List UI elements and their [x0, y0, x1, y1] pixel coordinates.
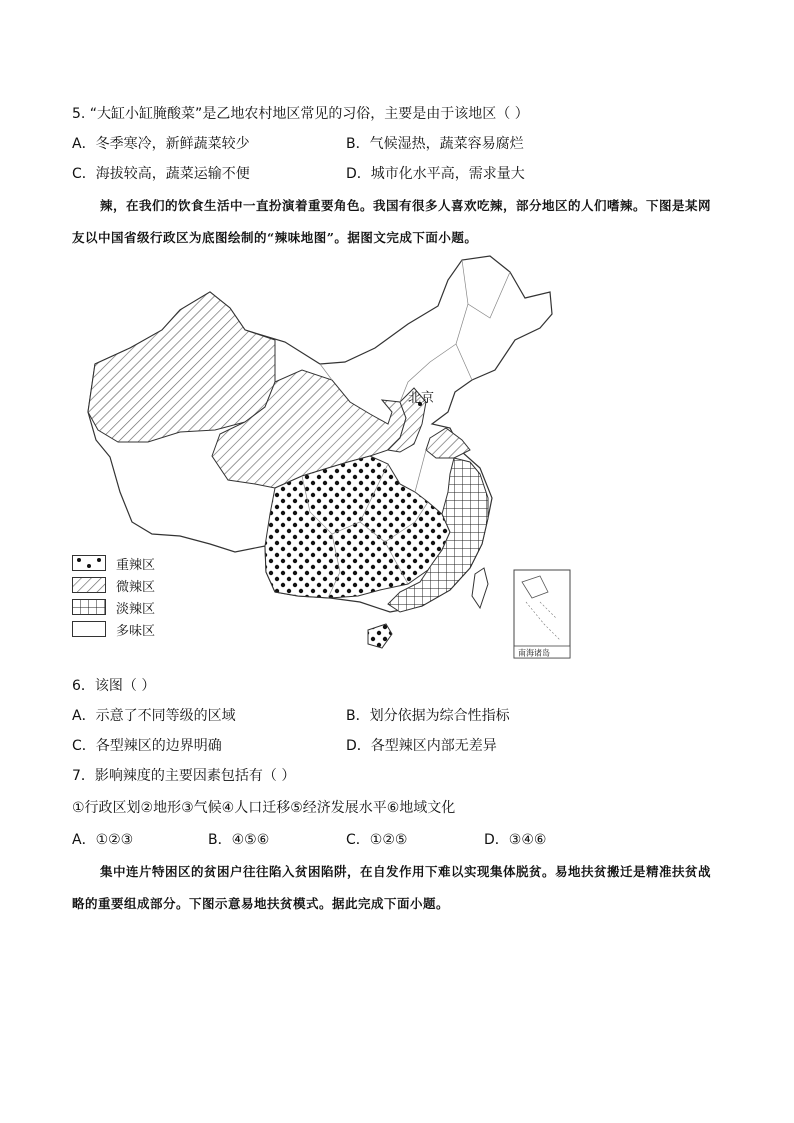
hainan-island	[368, 624, 392, 648]
q5-option-a: A．冬季寒冷，新鲜蔬菜较少	[72, 136, 250, 152]
legend-grid-swatch	[72, 599, 106, 615]
legend-blank-swatch	[72, 621, 106, 637]
legend-item-multi	[72, 618, 155, 640]
legend-label-multi: 多味区	[116, 623, 156, 639]
q7-option-a: A．①②③	[72, 832, 134, 848]
q5-stem: 5. “大缸小缸腌酸菜”是乙地农村地区常见的习俗，主要是由于该地区（ ）	[72, 106, 529, 122]
taiwan-island	[472, 568, 488, 608]
q7-option-b: B．④⑤⑥	[208, 832, 270, 848]
q5-option-c: C．海拔较高，蔬菜运输不便	[72, 166, 250, 182]
legend-item-mild	[72, 574, 155, 596]
q6-option-c: C．各型辣区的边界明确	[72, 738, 222, 754]
q7-option-d: D．③④⑥	[484, 832, 547, 848]
q7-option-c: C．①②⑤	[346, 832, 408, 848]
legend-label-mild: 微辣区	[116, 579, 156, 595]
map-legend	[72, 552, 155, 640]
q5-option-b: B．气候湿热，蔬菜容易腐烂	[346, 136, 524, 152]
q6-stem: 6．该图（ ）	[72, 678, 156, 694]
legend-label-heavy: 重辣区	[116, 557, 156, 573]
q6-option-a: A．示意了不同等级的区域	[72, 708, 236, 724]
legend-dots-swatch	[72, 555, 106, 571]
q7-stem: 7．影响辣度的主要因素包括有（ ）	[72, 768, 296, 784]
intro-paragraph-1: 辣，在我们的饮食生活中一直扮演着重要角色。我国有很多人喜欢吃辣，部分地区的人们嗜辣。下图是某网友以中国省级行政区为底图绘制的“辣味地图”。据图文完成下面小题。	[72, 198, 712, 245]
beijing-label: 北京	[408, 390, 435, 405]
q5-option-d: D．城市化水平高，需求量大	[346, 166, 525, 182]
legend-hatch-swatch	[72, 577, 106, 593]
q6-option-b: B．划分依据为综合性指标	[346, 708, 510, 724]
inset-south-china-sea	[514, 570, 570, 658]
legend-item-heavy	[72, 552, 155, 574]
region-mild-northwest	[88, 292, 275, 442]
q6-option-d: D．各型辣区内部无差异	[346, 738, 497, 754]
inset-label: 南海诸岛	[518, 648, 550, 658]
legend-label-light: 淡辣区	[116, 601, 156, 617]
legend-item-light	[72, 596, 155, 618]
intro-paragraph-2: 集中连片特困区的贫困户往往陷入贫困陷阱，在自发作用下难以实现集体脱贫。易地扶贫搬迁是精准扶贫战略的重要组成部分。下图示意易地扶贫模式。据此完成下面小题。	[72, 864, 712, 911]
q7-factors: ①行政区划②地形③气候④人口迁移⑤经济发展水平⑥地域文化	[72, 800, 456, 816]
